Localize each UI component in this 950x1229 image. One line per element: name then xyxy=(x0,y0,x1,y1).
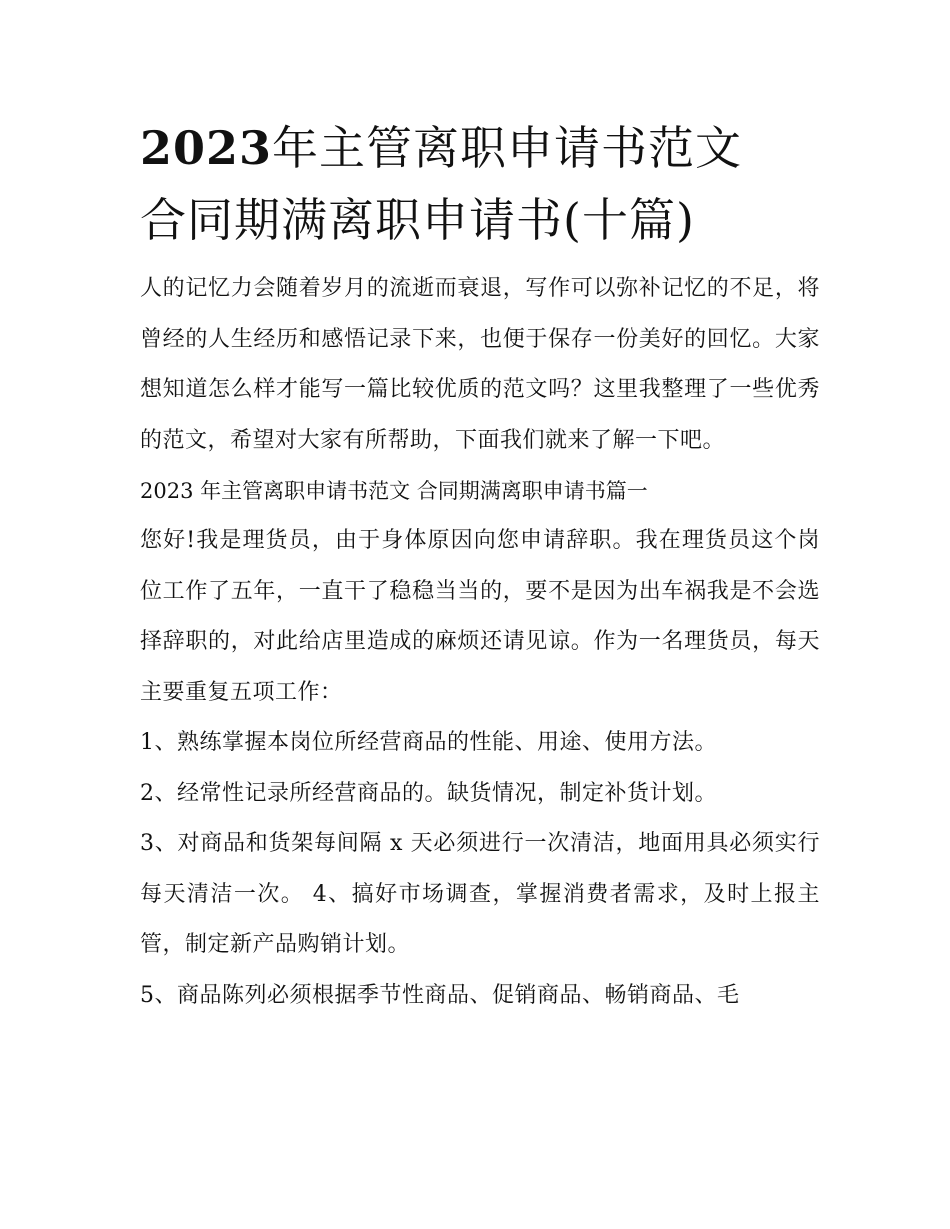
title-line-1 xyxy=(140,112,820,184)
list-item-3: 3、对商品和货架每间隔 x 天必须进行一次清洁，地面用具必须实行每天清洁一次。 4、搞好市场调查，掌握消费者需求，及时上报主管，制定新产品购销计划。 xyxy=(140,831,820,957)
body-paragraph: 您好!我是理货员，由于身体原因向您申请辞职。我在理货员这个岗位工作了五年，一直干了稳稳当当的，要不是因为出车祸我是不会选择辞职的，对此给店里造成的麻烦还请见谅。作为一名理货员，每天主要重复五项工作： xyxy=(140,528,820,705)
document-page xyxy=(140,112,820,1021)
list-item-5: 5、商品陈列必须根据季节性商品、促销商品、畅销商品、毛 xyxy=(140,982,740,1008)
title-year: 2023 xyxy=(140,121,273,175)
document-title xyxy=(140,112,820,256)
title-line-2: 合同期满离职申请书(十篇) xyxy=(140,193,695,247)
intro-paragraph: 人的记忆力会随着岁月的流逝而衰退，写作可以弥补记忆的不足，将曾经的人生经历和感悟记录下来，也便于保存一份美好的回忆。大家想知道怎么样才能写一篇比较优质的范文吗？这里我整理了一些优秀的范文，希望对大家有所帮助，下面我们就来了解一下吧。 xyxy=(140,276,820,453)
list-item-2: 2、经常性记录所经营商品的。缺货情况，制定补货计划。 xyxy=(140,780,717,806)
list-item-1: 1、熟练掌握本岗位所经营商品的性能、用途、使用方法。 xyxy=(140,730,717,755)
section-heading: 2023 年主管离职申请书范文 合同期满离职申请书篇一 xyxy=(140,479,648,503)
title-line-1-text: 年主管离职申请书范文 xyxy=(272,121,743,175)
